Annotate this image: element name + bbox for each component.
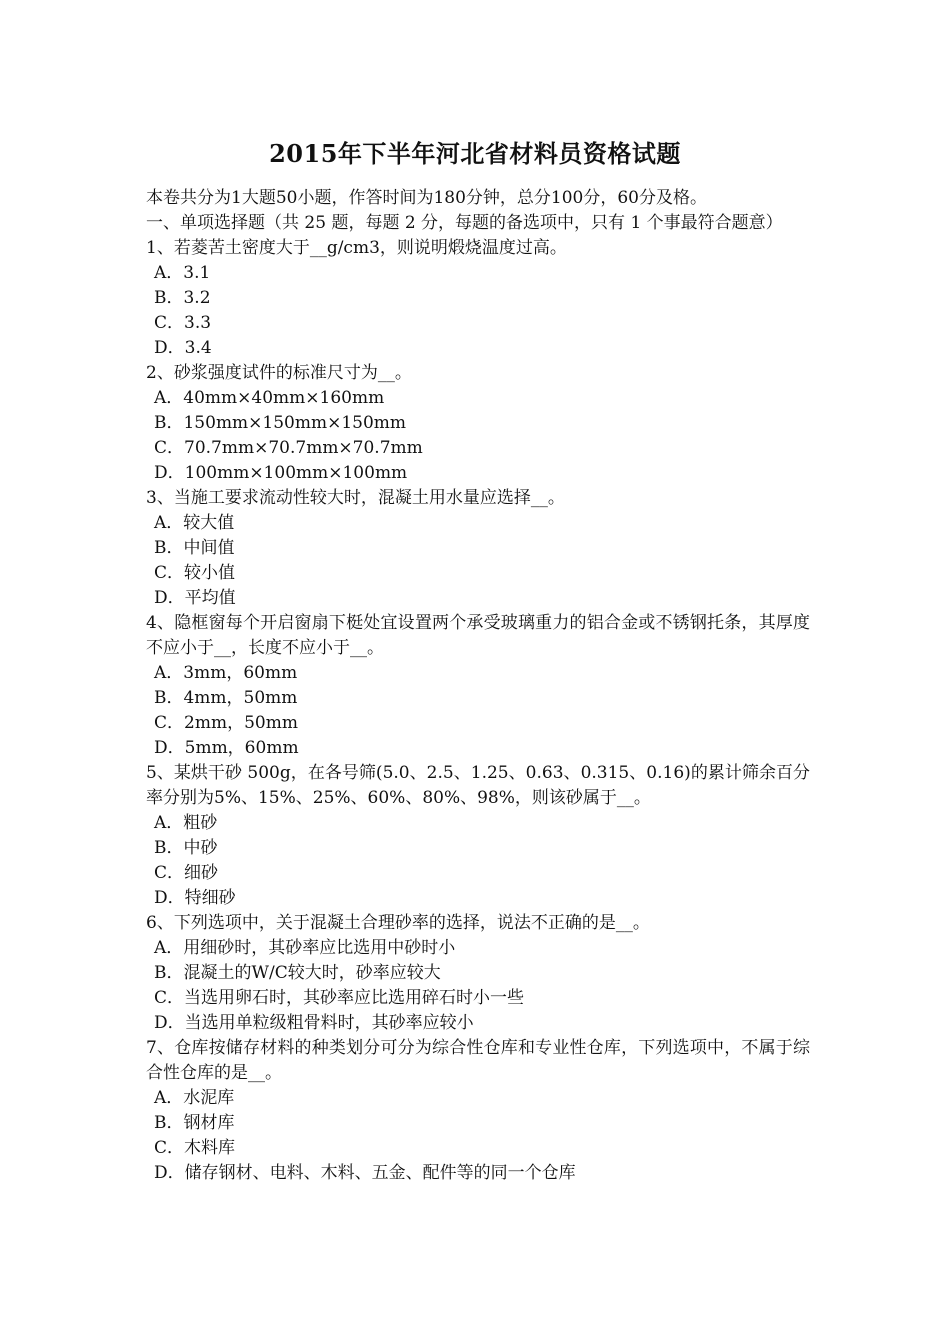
answer-option: C．细砂	[154, 863, 219, 883]
question-item	[146, 486, 810, 611]
answer-option: A．用细砂时，其砂率应比选用中砂时小	[154, 938, 456, 958]
answer-option: D．3.4	[154, 338, 212, 358]
answer-option: B．中间值	[154, 538, 235, 558]
answer-option: A．3mm，60mm	[154, 663, 298, 683]
exam-intro: 本卷共分为1大题50小题，作答时间为180分钟，总分100分，60分及格。	[146, 188, 707, 208]
question-item	[146, 761, 810, 911]
answer-option: D．特细砂	[154, 888, 236, 908]
question-list	[146, 236, 810, 1186]
answer-option: B．3.2	[154, 288, 211, 308]
question-item	[146, 911, 810, 1036]
answer-option: C．2mm，50mm	[154, 713, 298, 733]
answer-option: C．较小值	[154, 563, 236, 583]
answer-option: D．储存钢材、电料、木料、五金、配件等的同一个仓库	[154, 1163, 576, 1183]
question-item	[146, 236, 810, 361]
question-stem: 4、隐框窗每个开启窗扇下梃处宜设置两个承受玻璃重力的铝合金或不锈钢托条，其厚度不应小于__，长度不应小于__。	[146, 613, 810, 658]
section-heading: 一、单项选择题（共 25 题，每题 2 分，每题的备选项中，只有 1 个事最符合题意）	[146, 213, 783, 233]
answer-option: D．平均值	[154, 588, 236, 608]
question-stem: 5、某烘干砂 500g，在各号筛(5.0、2.5、1.25、0.63、0.315、0.16)的累计筛余百分率分别为5%、15%、25%、60%、80%、98%，则该砂属于__。	[146, 763, 810, 808]
question-stem: 6、下列选项中，关于混凝土合理砂率的选择，说法不正确的是__。	[146, 913, 650, 933]
answer-option: B．150mm×150mm×150mm	[154, 413, 407, 433]
answer-option: A．较大值	[154, 513, 235, 533]
answer-option: B．中砂	[154, 838, 218, 858]
question-stem: 1、若菱苦土密度大于__g/cm3，则说明煅烧温度过高。	[146, 238, 567, 258]
answer-option: B．混凝土的W/C较大时，砂率应较大	[154, 963, 441, 983]
answer-option: A．粗砂	[154, 813, 218, 833]
answer-option: C．3.3	[154, 313, 212, 333]
document-body	[146, 186, 810, 1186]
question-stem: 7、仓库按储存材料的种类划分可分为综合性仓库和专业性仓库，下列选项中，不属于综合性仓库的是__。	[146, 1038, 810, 1083]
answer-option: A．水泥库	[154, 1088, 235, 1108]
question-item	[146, 361, 810, 486]
answer-option: C．当选用卵石时，其砂率应比选用碎石时小一些	[154, 988, 525, 1008]
answer-option: B．4mm，50mm	[154, 688, 298, 708]
question-item	[146, 1036, 810, 1186]
answer-option: A．3.1	[154, 263, 211, 283]
answer-option: D．当选用单粒级粗骨料时，其砂率应较小	[154, 1013, 474, 1033]
question-item	[146, 611, 810, 761]
question-stem: 3、当施工要求流动性较大时，混凝土用水量应选择__。	[146, 488, 565, 508]
answer-option: D．5mm，60mm	[154, 738, 299, 758]
answer-option: C．70.7mm×70.7mm×70.7mm	[154, 438, 423, 458]
answer-option: C．木料库	[154, 1138, 236, 1158]
answer-option: B．钢材库	[154, 1113, 235, 1133]
question-stem: 2、砂浆强度试件的标准尺寸为__。	[146, 363, 412, 383]
answer-option: A．40mm×40mm×160mm	[154, 388, 385, 408]
answer-option: D．100mm×100mm×100mm	[154, 463, 408, 483]
document-title: 2015年下半年河北省材料员资格试题	[269, 139, 681, 168]
